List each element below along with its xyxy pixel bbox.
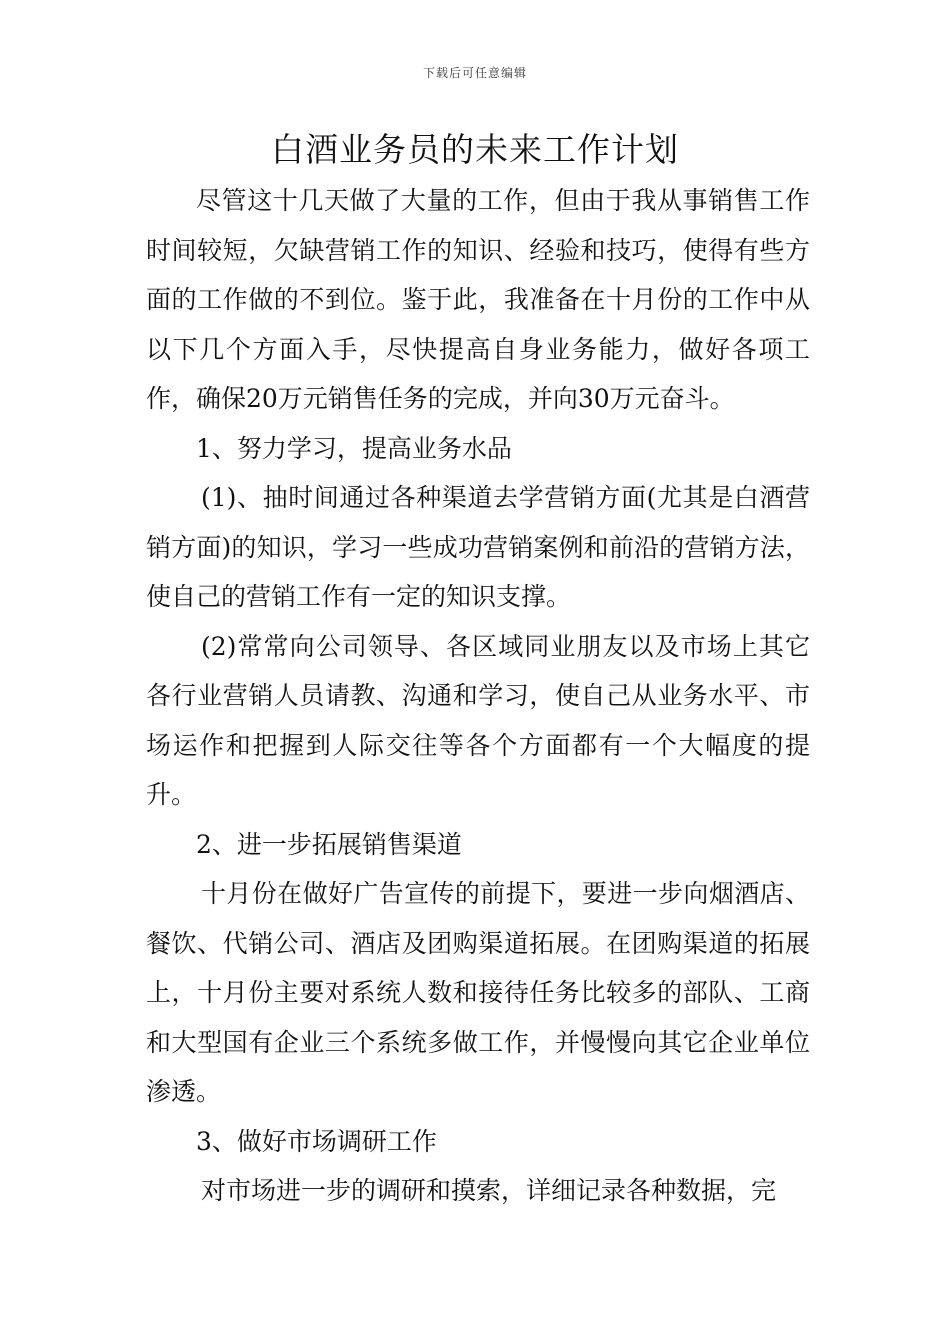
document-title: 白酒业务员的未来工作计划 [271, 130, 679, 169]
header-note: 下载后可任意编辑 [422, 66, 527, 80]
paragraph-1-2: (2)常常向公司领导、各区域同业朋友以及市场上其它各行业营销人员请教、沟通和学习，使自己从业务水平、市场运作和把握到人际交往等各个方面都有一个大幅度的提升。 [146, 631, 810, 809]
section-heading-2: 2、进一步拓展销售渠道 [196, 829, 462, 859]
paragraph-2: 十月份在做好广告宣传的前提下，要进一步向烟酒店、餐饮、代销公司、酒店及团购渠道拓展。在团购渠道的拓展上，十月份主要对系统人数和接待任务比较多的部队、工商和大型国有企业三个系统多做工作，并慢慢向其它企业单位渗透。 [146, 879, 810, 1106]
document-body [146, 176, 810, 1216]
paragraph-3: 对市场进一步的调研和摸索，详细记录各种数据，完 [201, 1176, 777, 1205]
paragraph-1-1: (1)、抽时间通过各种渠道去学营销方面(尤其是白酒营销方面)的知识，学习一些成功营销案例和前沿的营销方法，使自己的营销工作有一定的知识支撑。 [146, 483, 810, 611]
paragraph-intro: 尽管这十几天做了大量的工作，但由于我从事销售工作时间较短，欠缺营销工作的知识、经验和技巧，使得有些方面的工作做的不到位。鉴于此，我准备在十月份的工作中从以下几个方面入手，尽快提高自身业务能力，做好各项工作，确保20万元销售任务的完成，并向30万元奋斗。 [146, 186, 810, 413]
section-heading-3: 3、做好市场调研工作 [196, 1126, 437, 1156]
section-heading-1: 1、努力学习，提高业务水品 [196, 433, 512, 463]
